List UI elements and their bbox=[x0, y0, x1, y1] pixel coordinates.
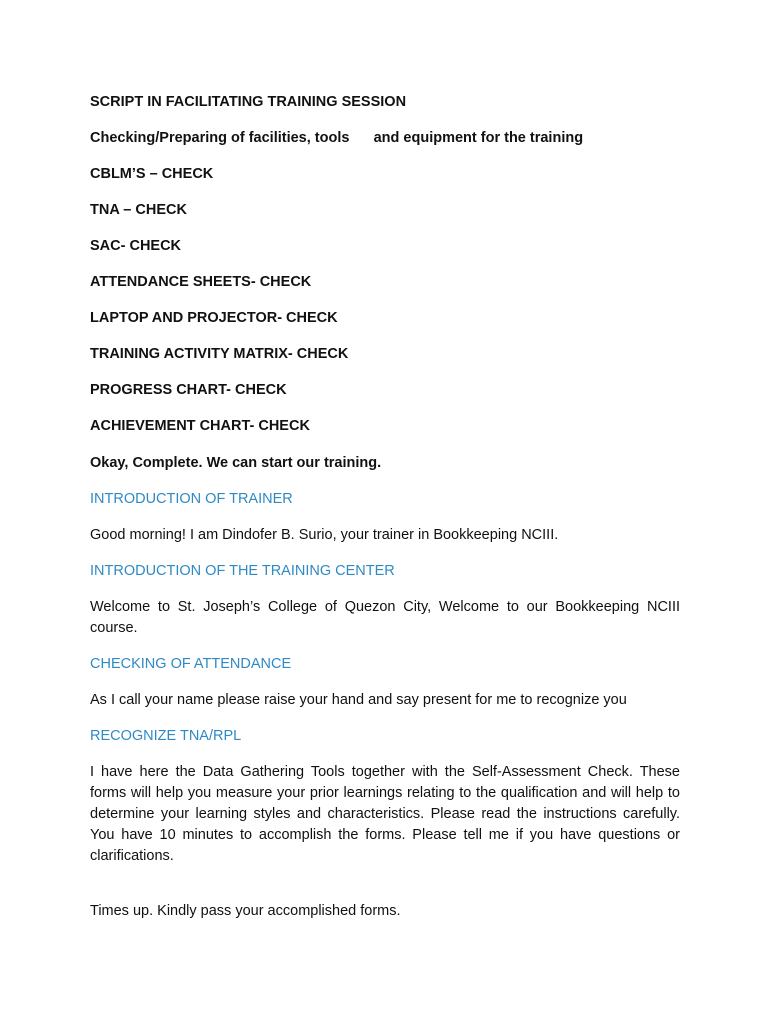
checklist-item: TRAINING ACTIVITY MATRIX- CHECK bbox=[90, 346, 349, 362]
checklist-item: ACHIEVEMENT CHART- CHECK bbox=[90, 418, 310, 434]
section-heading-trainer: INTRODUCTION OF TRAINER bbox=[90, 491, 293, 507]
checklist-item: TNA – CHECK bbox=[90, 202, 187, 218]
complete-statement: Okay, Complete. We can start our training. bbox=[90, 455, 382, 471]
section-text-training-center: Welcome to St. Joseph’s College of Quezon City, Welcome to our Bookkeeping NCIII course. bbox=[90, 599, 680, 636]
section-heading-training-center: INTRODUCTION OF THE TRAINING CENTER bbox=[90, 563, 395, 579]
document-title: SCRIPT IN FACILITATING TRAINING SESSION bbox=[90, 94, 407, 110]
section-text-trainer: Good morning! I am Dindofer B. Surio, your trainer in Bookkeeping NCIII. bbox=[90, 527, 559, 543]
checking-heading: Checking/Preparing of facilities, tools and equipment for the training bbox=[90, 130, 584, 146]
section-heading-tna-rpl: RECOGNIZE TNA/RPL bbox=[90, 728, 242, 744]
checklist-item: PROGRESS CHART- CHECK bbox=[90, 382, 287, 398]
checklist-item: ATTENDANCE SHEETS- CHECK bbox=[90, 274, 312, 290]
checklist-item: LAPTOP AND PROJECTOR- CHECK bbox=[90, 310, 338, 326]
section-text-tna-rpl: I have here the Data Gathering Tools together with the Self-Assessment Check. These forms will help you measure your prior learnings relating to the qualification and will help to determine your learning styles and characteristics. Please read the instructions carefully. You have 10 minutes to accomplish the forms. Please tell me if you have questions or clarifications. bbox=[90, 764, 680, 864]
section-heading-attendance: CHECKING OF ATTENDANCE bbox=[90, 656, 292, 672]
checklist-item: CBLM’S – CHECK bbox=[90, 166, 214, 182]
section-text-attendance: As I call your name please raise your hand and say present for me to recognize you bbox=[90, 692, 627, 708]
closing-statement: Times up. Kindly pass your accomplished forms. bbox=[90, 903, 401, 919]
checklist-item: SAC- CHECK bbox=[90, 238, 182, 254]
